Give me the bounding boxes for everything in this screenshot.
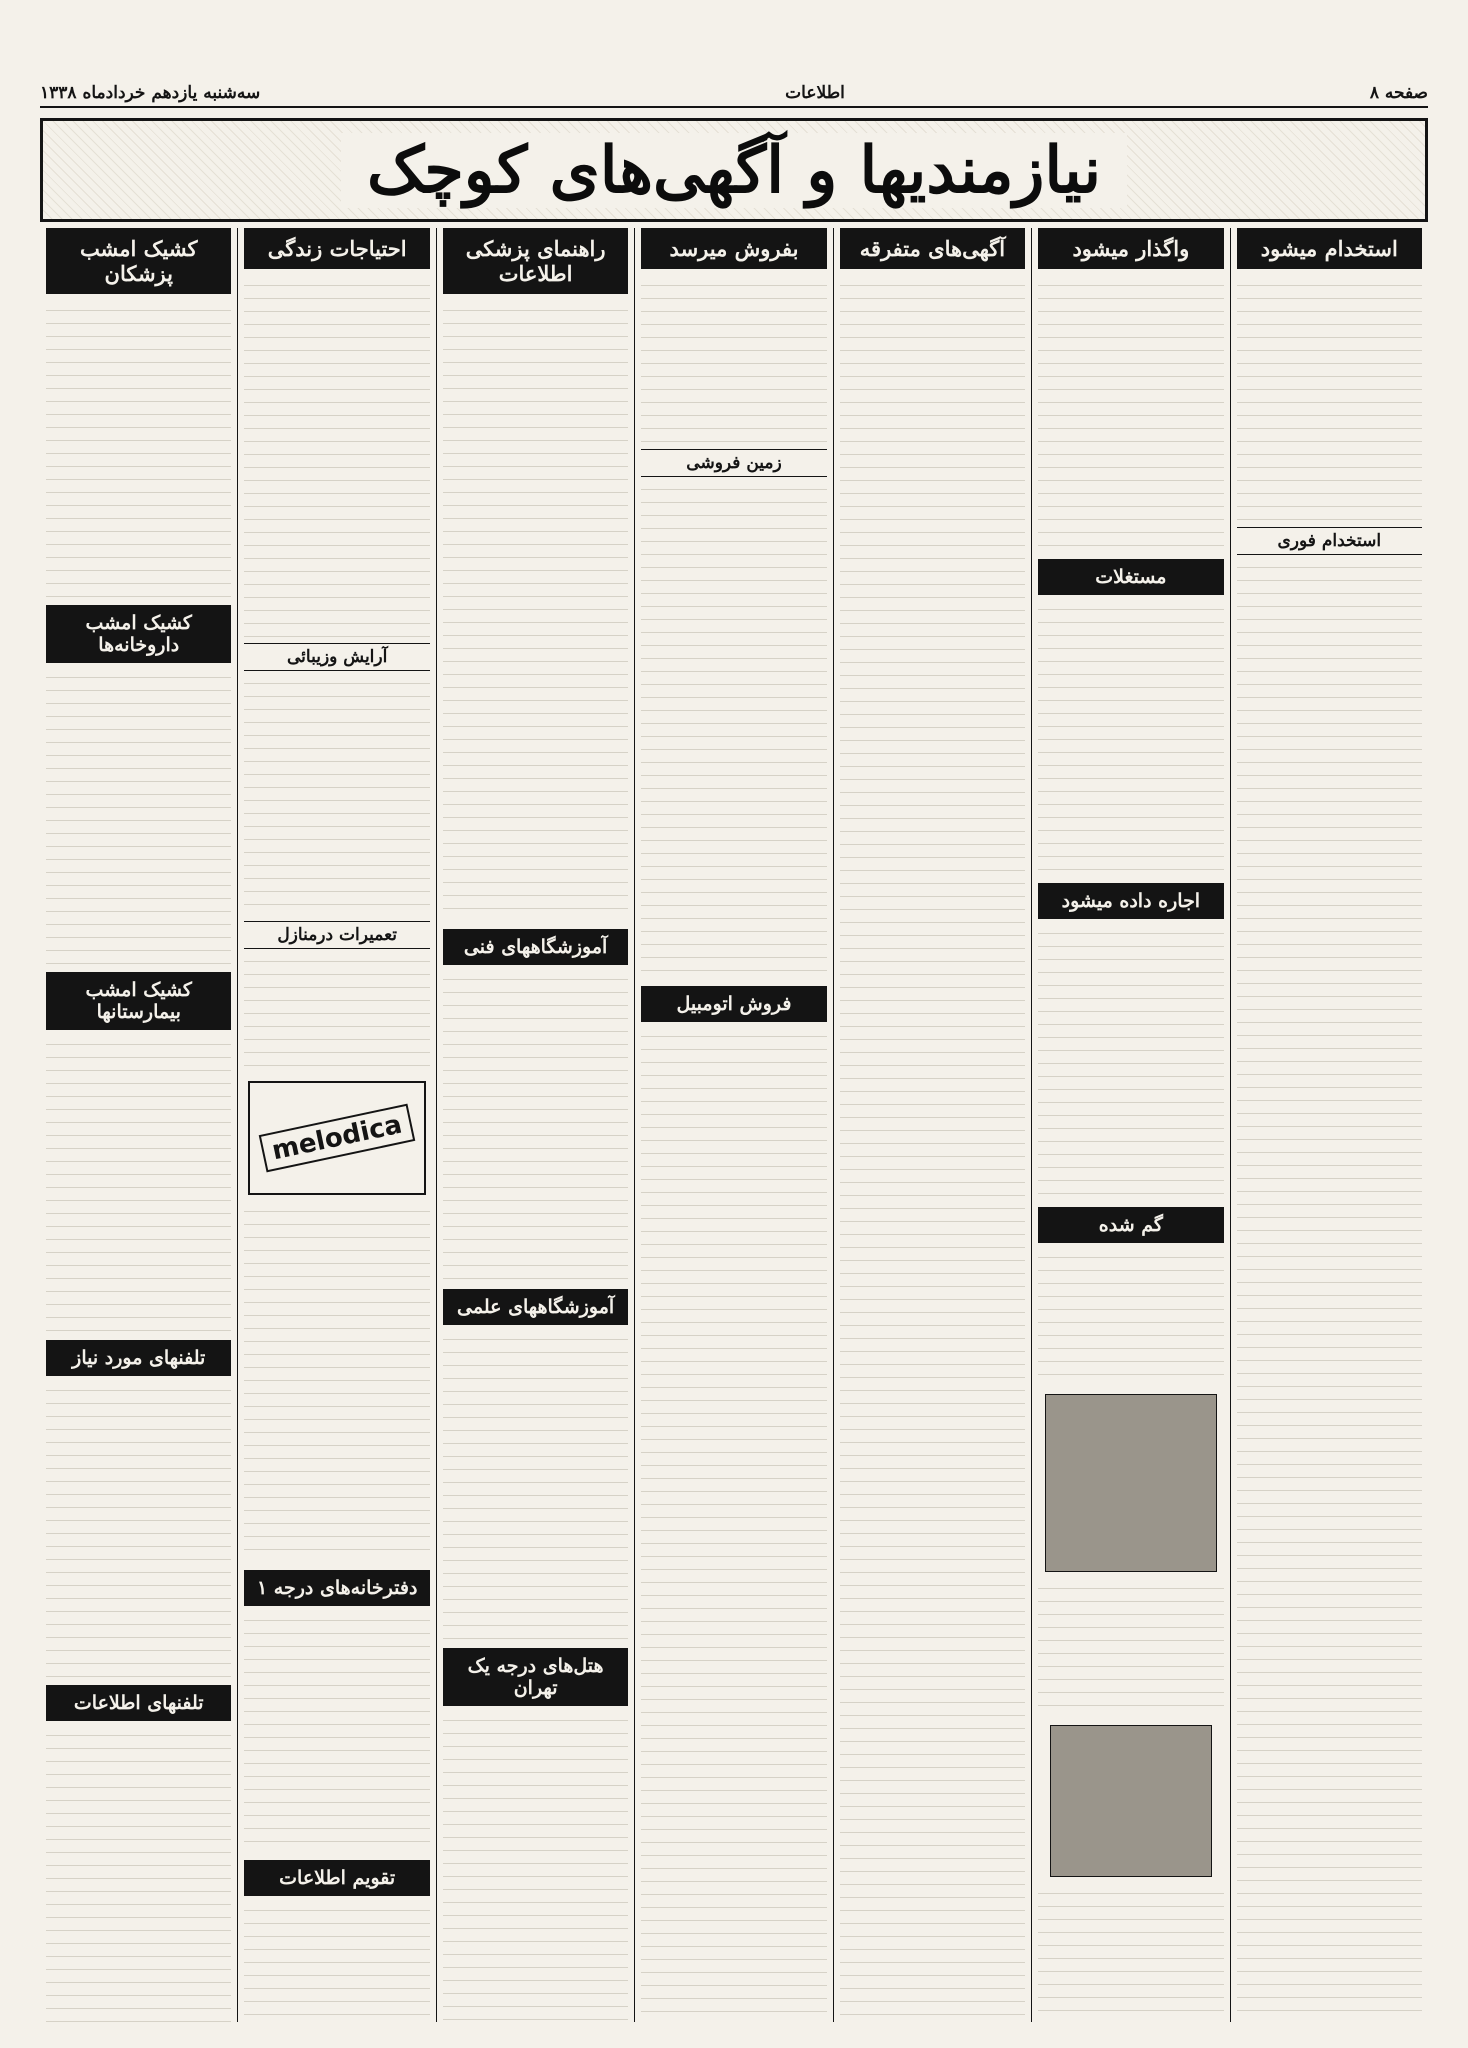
section-heading: آموزشگاههای فنی bbox=[443, 929, 628, 965]
ad-text-block bbox=[443, 1331, 628, 1641]
section-heading: آموزشگاههای علمی bbox=[443, 1289, 628, 1325]
melodica-brand-text: melodica bbox=[259, 1103, 416, 1172]
classified-columns bbox=[40, 228, 1428, 2022]
melodica-advertisement bbox=[248, 1081, 425, 1195]
ad-text-block bbox=[244, 675, 429, 915]
page-header bbox=[40, 80, 1428, 108]
ad-text-block bbox=[443, 302, 628, 921]
ad-text-block bbox=[641, 277, 826, 443]
section-heading: مستغلات bbox=[1038, 559, 1223, 595]
ad-text-block bbox=[244, 1612, 429, 1852]
ad-text-block bbox=[1038, 1249, 1223, 1386]
ad-text-block bbox=[244, 1902, 429, 2022]
ad-text-block bbox=[46, 302, 231, 597]
section-heading: تلفنهای مورد نیاز bbox=[46, 1340, 231, 1376]
ad-text-block bbox=[46, 669, 231, 964]
ad-text-block bbox=[641, 1028, 826, 2022]
ad-text-block bbox=[840, 277, 1025, 2022]
section-heading: کشیک امشب بیمارستانها bbox=[46, 972, 231, 1030]
ad-text-block bbox=[244, 953, 429, 1073]
missing-person-photo bbox=[1045, 1394, 1217, 1572]
section-heading: تعمیرات درمنازل bbox=[244, 921, 429, 949]
column-heading: استخدام میشود bbox=[1237, 228, 1422, 269]
ad-text-block bbox=[1038, 1580, 1223, 1717]
section-heading: دفترخانه‌های درجه ۱ bbox=[244, 1570, 429, 1606]
ad-text-block bbox=[46, 1382, 231, 1677]
banner-title: نیازمندیها و آگهی‌های کوچک bbox=[341, 133, 1127, 208]
column-heading: راهنمای پزشکی اطلاعات bbox=[443, 228, 628, 294]
ad-text-block bbox=[1038, 601, 1223, 875]
column-on-call-doctors bbox=[40, 228, 237, 2022]
column-living-needs bbox=[237, 228, 435, 2022]
ad-text-block bbox=[46, 1036, 231, 1331]
ad-text-block bbox=[1038, 1885, 1223, 2022]
column-medical-guide bbox=[436, 228, 634, 2022]
ad-text-block bbox=[244, 277, 429, 637]
ad-text-block bbox=[1038, 925, 1223, 1199]
missing-person-photo bbox=[1050, 1725, 1212, 1877]
ad-text-block bbox=[443, 1712, 628, 2022]
issue-date: سه‌شنبه یازدهم خردادماه ۱۳۳۸ bbox=[40, 83, 261, 103]
section-heading: تقویم اطلاعات bbox=[244, 1860, 429, 1896]
ad-text-block bbox=[46, 1727, 231, 2022]
column-heading: واگذار میشود bbox=[1038, 228, 1223, 269]
section-heading: تلفنهای اطلاعات bbox=[46, 1685, 231, 1721]
ad-text-block bbox=[641, 481, 826, 978]
newspaper-name: اطلاعات bbox=[785, 83, 845, 103]
column-for-lease bbox=[1031, 228, 1229, 2022]
section-heading: زمین فروشی bbox=[641, 449, 826, 477]
page-number: صفحه ۸ bbox=[1369, 83, 1428, 103]
column-for-sale bbox=[634, 228, 832, 2022]
column-heading: آگهی‌های متفرقه bbox=[840, 228, 1025, 269]
classifieds-banner bbox=[40, 118, 1428, 222]
column-heading: احتیاجات زندگی bbox=[244, 228, 429, 269]
section-heading: کشیک امشب داروخانه‌ها bbox=[46, 605, 231, 663]
ad-text-block bbox=[1038, 277, 1223, 551]
column-employment bbox=[1230, 228, 1428, 2022]
section-heading: آرایش وزیبائی bbox=[244, 643, 429, 671]
section-heading: فروش اتومبیل bbox=[641, 986, 826, 1022]
column-heading: بفروش میرسد bbox=[641, 228, 826, 269]
column-heading: کشیک امشب پزشکان bbox=[46, 228, 231, 294]
section-heading: استخدام فوری bbox=[1237, 527, 1422, 555]
section-heading: گم شده bbox=[1038, 1207, 1223, 1243]
section-heading: اجاره داده میشود bbox=[1038, 883, 1223, 919]
ad-text-block bbox=[244, 1203, 429, 1563]
column-miscellaneous bbox=[833, 228, 1031, 2022]
ad-text-block bbox=[1237, 559, 1422, 2022]
section-heading: هتل‌های درجه یک تهران bbox=[443, 1648, 628, 1706]
ad-text-block bbox=[1237, 277, 1422, 521]
ad-text-block bbox=[443, 971, 628, 1281]
